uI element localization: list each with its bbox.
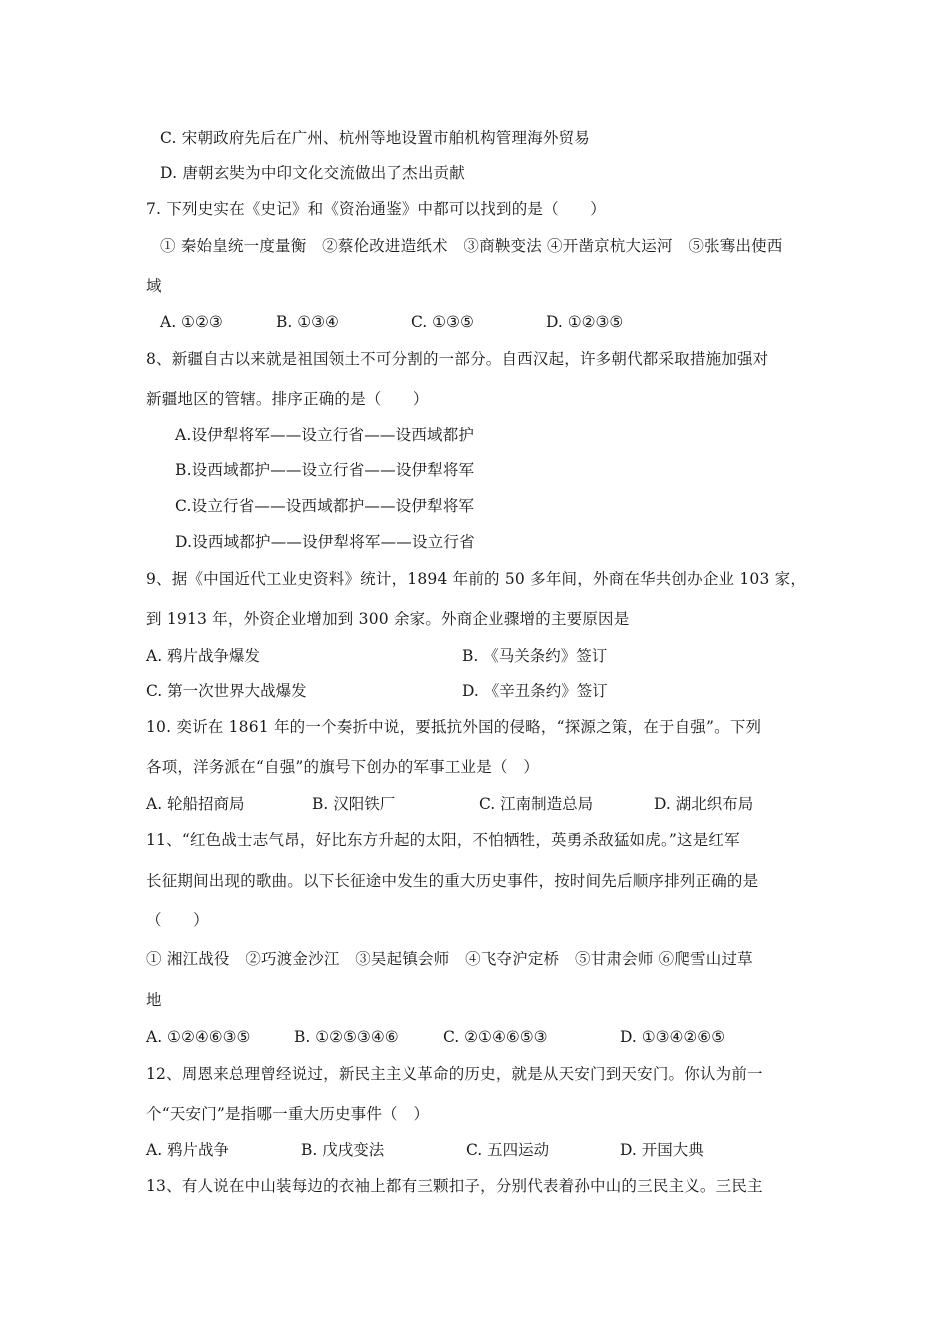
q12-option-c: C. 五四运动 [466, 1141, 550, 1159]
q11-options [146, 1027, 806, 1047]
q10-option-a: A. 轮船招商局 [146, 795, 245, 813]
q7-option-c: C. ①③⑤ [411, 313, 474, 331]
q8-option-b: B.设西域都护——设立行省——设伊犁将军 [175, 461, 475, 479]
q11-items-line2: 地 [146, 991, 162, 1009]
q9-option-a: A. 鸦片战争爆发 [146, 647, 261, 665]
q9-option-b: B. 《马关条约》签订 [462, 647, 608, 665]
q6-option-c: C. 宋朝政府先后在广州、杭州等地设置市舶机构管理海外贸易 [160, 129, 590, 147]
q10-option-c: C. 江南制造总局 [479, 795, 594, 813]
q12-option-a: A. 鸦片战争 [146, 1141, 230, 1159]
question-12-line2: 个“天安门”是指哪一重大历史事件（ ） [146, 1105, 430, 1123]
question-8-line2: 新疆地区的管辖。排序正确的是（ ） [146, 390, 429, 408]
q10-options [146, 794, 806, 814]
q8-option-d: D.设西域都护——设伊犁将军——设立行省 [175, 533, 475, 551]
q8-option-a: A.设伊犁将军——设立行省——设西域都护 [175, 426, 475, 444]
q9-option-d: D. 《辛丑条约》签订 [462, 682, 608, 700]
question-9-line2: 到 1913 年，外资企业增加到 300 余家。外商企业骤增的主要原因是 [146, 610, 630, 628]
question-10-line2: 各项，洋务派在“自强”的旗号下创办的军事工业是（ ） [146, 758, 540, 776]
q9-option-c: C. 第一次世界大战爆发 [146, 682, 307, 700]
q7-items-line2: 域 [146, 277, 162, 295]
question-12-line1: 12、周恩来总理曾经说过，新民主主义革命的历史，就是从天安门到天安门。你认为前一 [146, 1065, 763, 1083]
q11-option-d: D. ①③④②⑥⑤ [620, 1028, 726, 1046]
question-10-line1: 10. 奕䜣在 1861 年的一个奏折中说，要抵抗外国的侵略，“探源之策，在于自强”。下列 [146, 718, 762, 736]
q7-items-line1: ① 秦始皇统一度量衡 ②蔡伦改进造纸术 ③商鞅变法 ④开凿京杭大运河 ⑤张骞出使西 [160, 237, 783, 255]
question-9-line1: 9、据《中国近代工业史资料》统计，1894 年前的 50 多年间，外商在华共创办企业 103 家， [146, 570, 807, 588]
q7-option-d: D. ①②③⑤ [546, 313, 624, 331]
q10-option-d: D. 湖北织布局 [654, 795, 754, 813]
question-7: 7. 下列史实在《史记》和《资治通鉴》中都可以找到的是（ ） [146, 200, 606, 218]
question-13-line1: 13、有人说在中山装每边的衣袖上都有三颗扣子，分别代表着孙中山的三民主义。三民主 [146, 1177, 763, 1195]
question-11-line3: （ ） [146, 911, 209, 929]
q9-options-row2 [146, 681, 806, 701]
q12-options [146, 1140, 806, 1160]
q10-option-b: B. 汉阳铁厂 [312, 795, 396, 813]
q11-option-b: B. ①②⑤③④⑥ [294, 1028, 399, 1046]
question-11-line1: 11、“红色战士志气昂，好比东方升起的太阳，不怕牺牲，英勇杀敌猛如虎。”这是红军 [146, 831, 740, 849]
q8-option-c: C.设立行省——设西域都护——设伊犁将军 [175, 497, 475, 515]
q12-option-b: B. 戊戌变法 [301, 1141, 385, 1159]
q12-option-d: D. 开国大典 [620, 1141, 704, 1159]
q11-items-line1: ① 湘江战役 ②巧渡金沙江 ③吴起镇会师 ④飞夺沪定桥 ⑤甘肃会师 ⑥爬雪山过草 [146, 950, 753, 968]
q7-option-b: B. ①③④ [276, 313, 339, 331]
q7-option-a: A. ①②③ [160, 313, 223, 331]
q9-options-row1 [146, 646, 806, 666]
q6-option-d: D. 唐朝玄奘为中印文化交流做出了杰出贡献 [160, 164, 465, 182]
q11-option-c: C. ②①④⑥⑤③ [443, 1028, 548, 1046]
q7-options [146, 312, 806, 332]
q11-option-a: A. ①②④⑥③⑤ [146, 1028, 251, 1046]
question-8-line1: 8、新疆自古以来就是祖国领土不可分割的一部分。自西汉起，许多朝代都采取措施加强对 [146, 350, 769, 368]
question-11-line2: 长征期间出现的歌曲。以下长征途中发生的重大历史事件，按时间先后顺序排列正确的是 [146, 872, 759, 890]
